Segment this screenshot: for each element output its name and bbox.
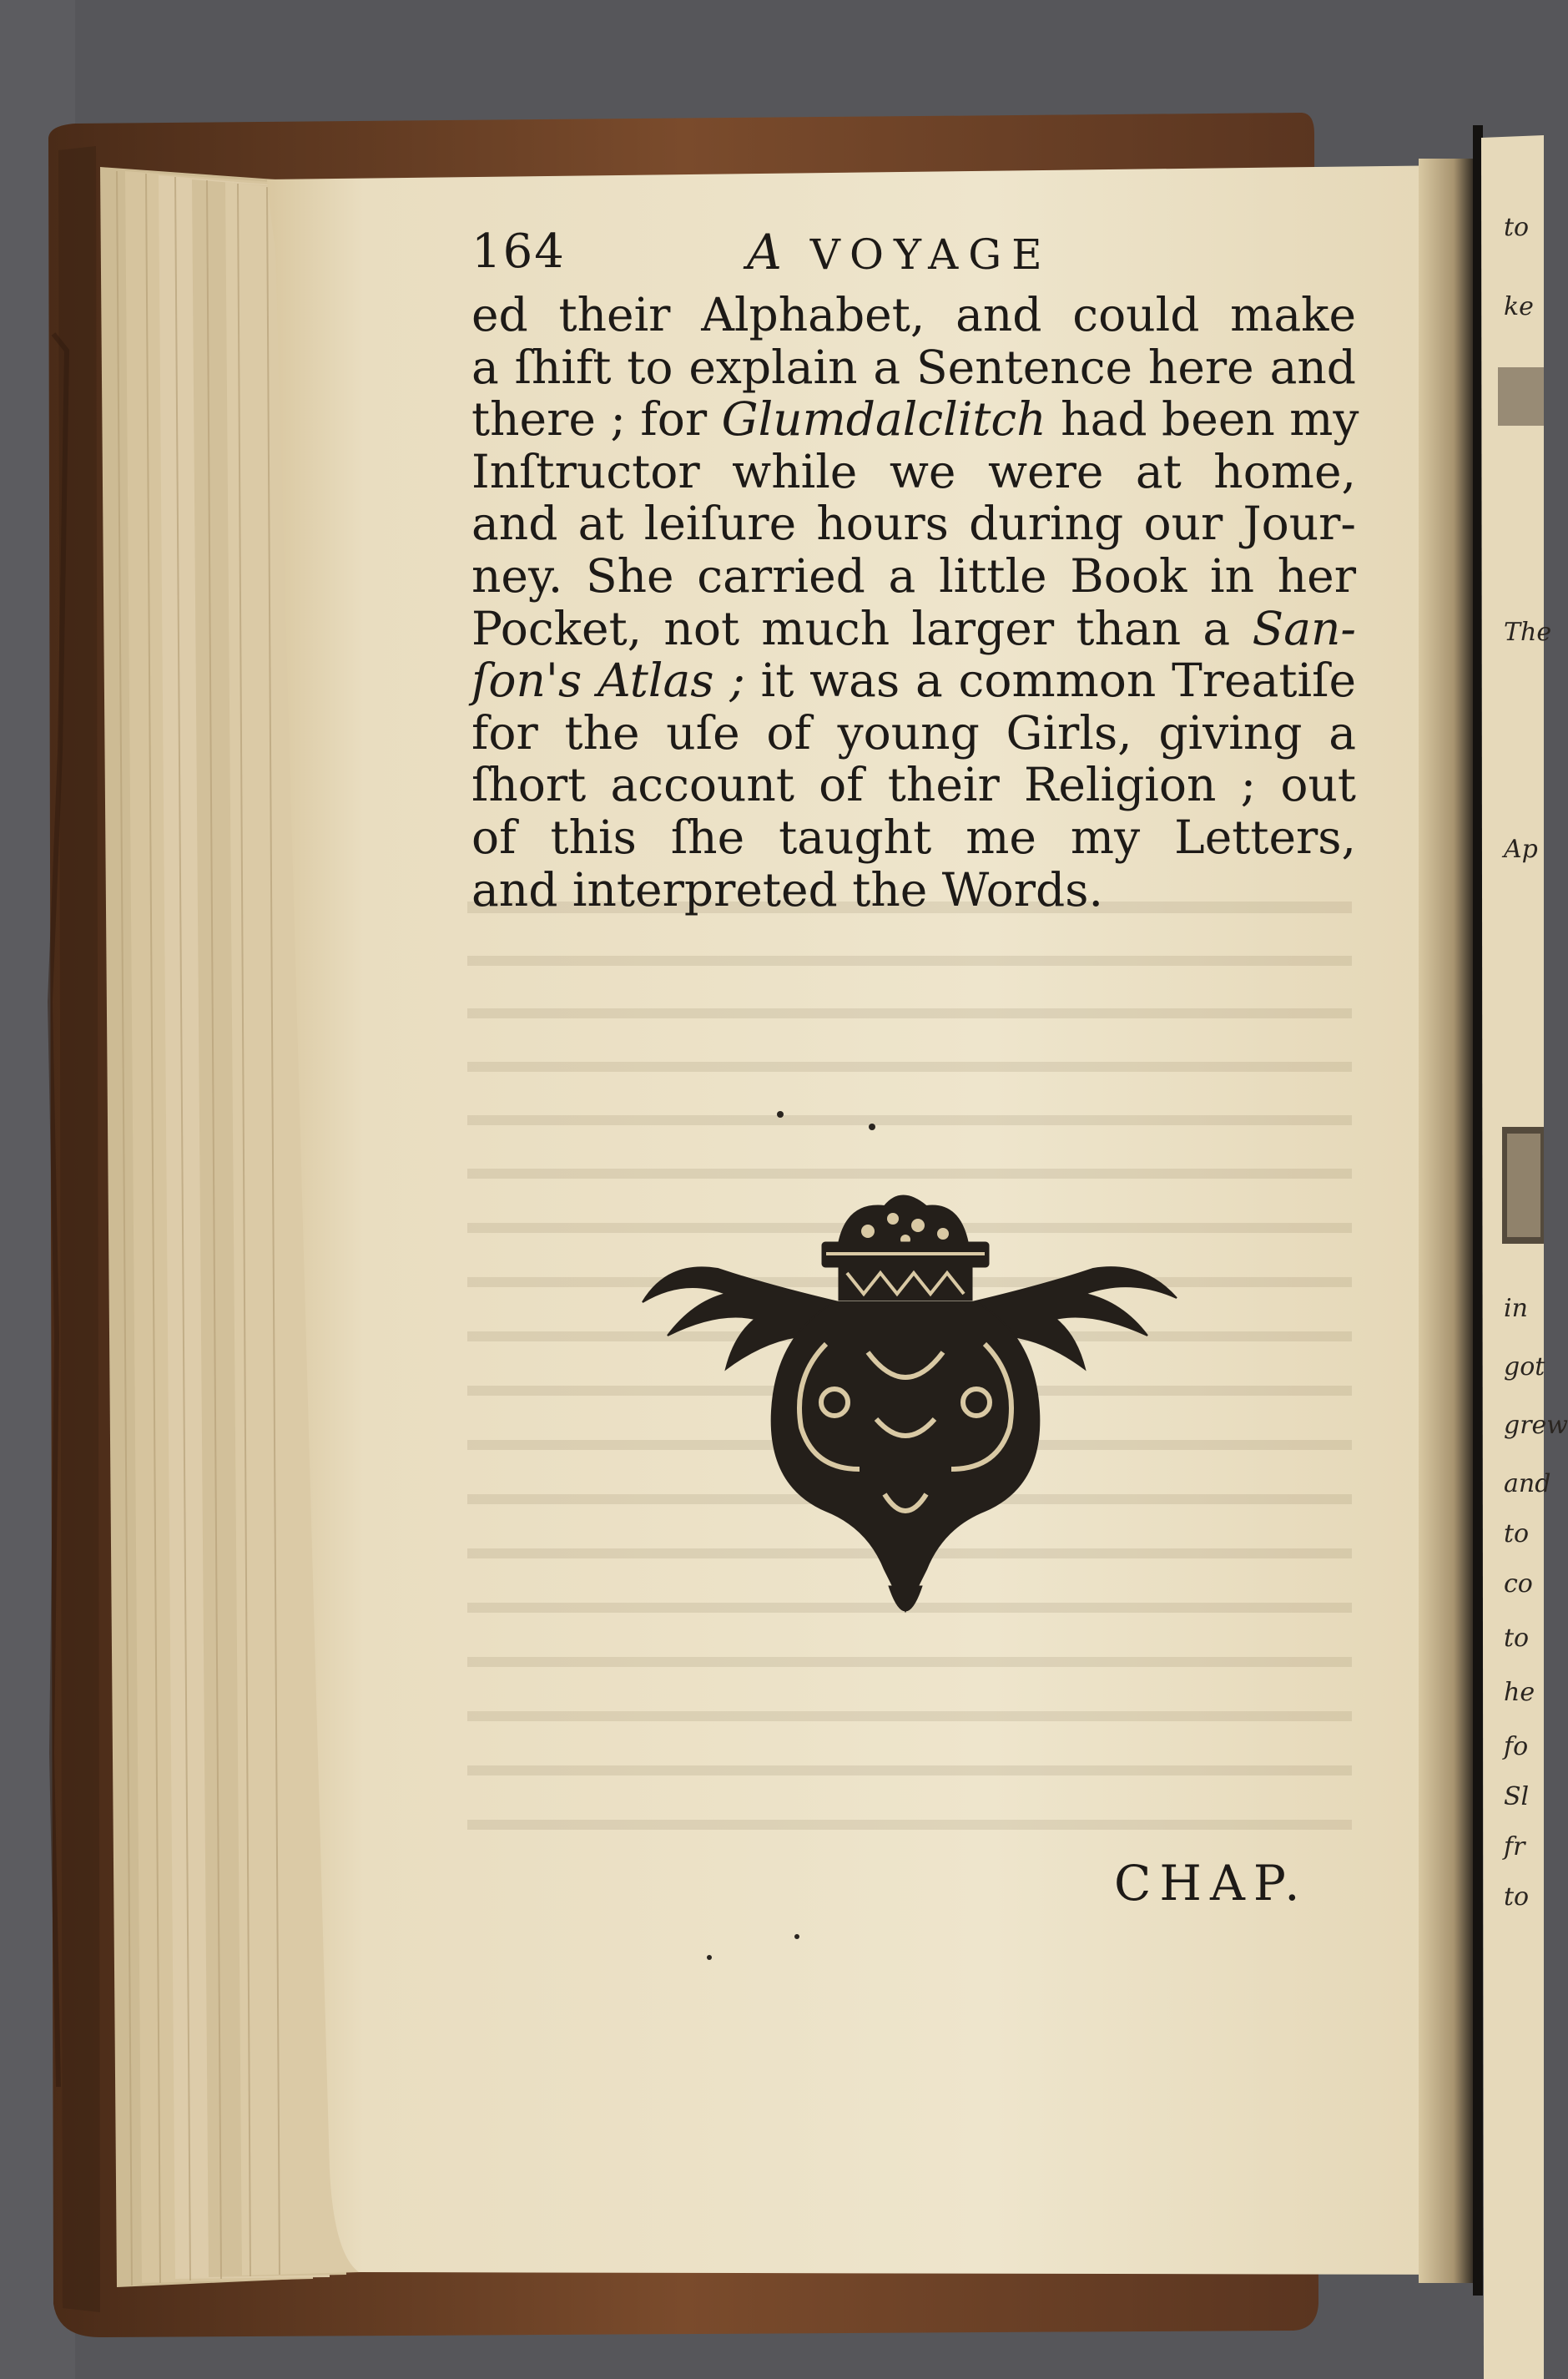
facing-page-fragment: fr — [1504, 1832, 1525, 1861]
facing-page-fragment: he — [1504, 1678, 1535, 1707]
facing-page-fragment: got — [1504, 1352, 1545, 1381]
text-line: ſhort account of their Religion ; out — [471, 758, 1356, 812]
facing-page-fragment: Ap — [1504, 835, 1538, 864]
facing-page-fragment: to — [1504, 1882, 1530, 1912]
facing-page-fragment: to — [1504, 213, 1530, 242]
facing-page-fragment: and — [1504, 1469, 1551, 1498]
running-head — [471, 219, 1356, 285]
text-line: there ; for Glumdalclitch had been my — [471, 392, 1359, 447]
facing-page — [1481, 135, 1544, 2379]
facing-page-fragment: Sl — [1504, 1782, 1530, 1811]
text-line: and at leiſure hours during our Jour- — [471, 497, 1356, 551]
text-line: Inſtructor while we were at home, — [471, 444, 1356, 498]
text-line: of this ſhe taught me my Letters, — [471, 810, 1356, 864]
facing-page-fragment: in — [1504, 1294, 1528, 1323]
facing-page-fragment: grew — [1504, 1411, 1568, 1440]
facing-page-fragment: The — [1504, 618, 1552, 647]
text-line: and interpreted the Words. — [471, 862, 1103, 917]
page-number: 164 — [471, 225, 566, 279]
text-line: for the uſe of young Girls, giving a — [471, 705, 1356, 760]
text-line: ed their Alphabet, and could make — [471, 288, 1356, 341]
running-title: A VOYAGE — [747, 224, 1052, 280]
text-line: ney. She carried a little Book in her — [471, 548, 1356, 603]
facing-page-fragment: co — [1504, 1569, 1533, 1599]
text-line: a ſhift to explain a Sentence here and — [471, 340, 1356, 394]
catchword: CHAP. — [1114, 1855, 1308, 1912]
facing-page-fragment: ke — [1504, 292, 1534, 321]
facing-page-fragment: fo — [1504, 1732, 1529, 1761]
facing-page-fragment: to — [1504, 1624, 1530, 1653]
text-line: ſon's Atlas ; it was a common Treatiſe — [471, 654, 1356, 708]
text-line: Pocket, not much larger than a San- — [471, 601, 1356, 655]
facing-page-fragment: to — [1504, 1519, 1530, 1548]
body-text — [471, 288, 1359, 917]
